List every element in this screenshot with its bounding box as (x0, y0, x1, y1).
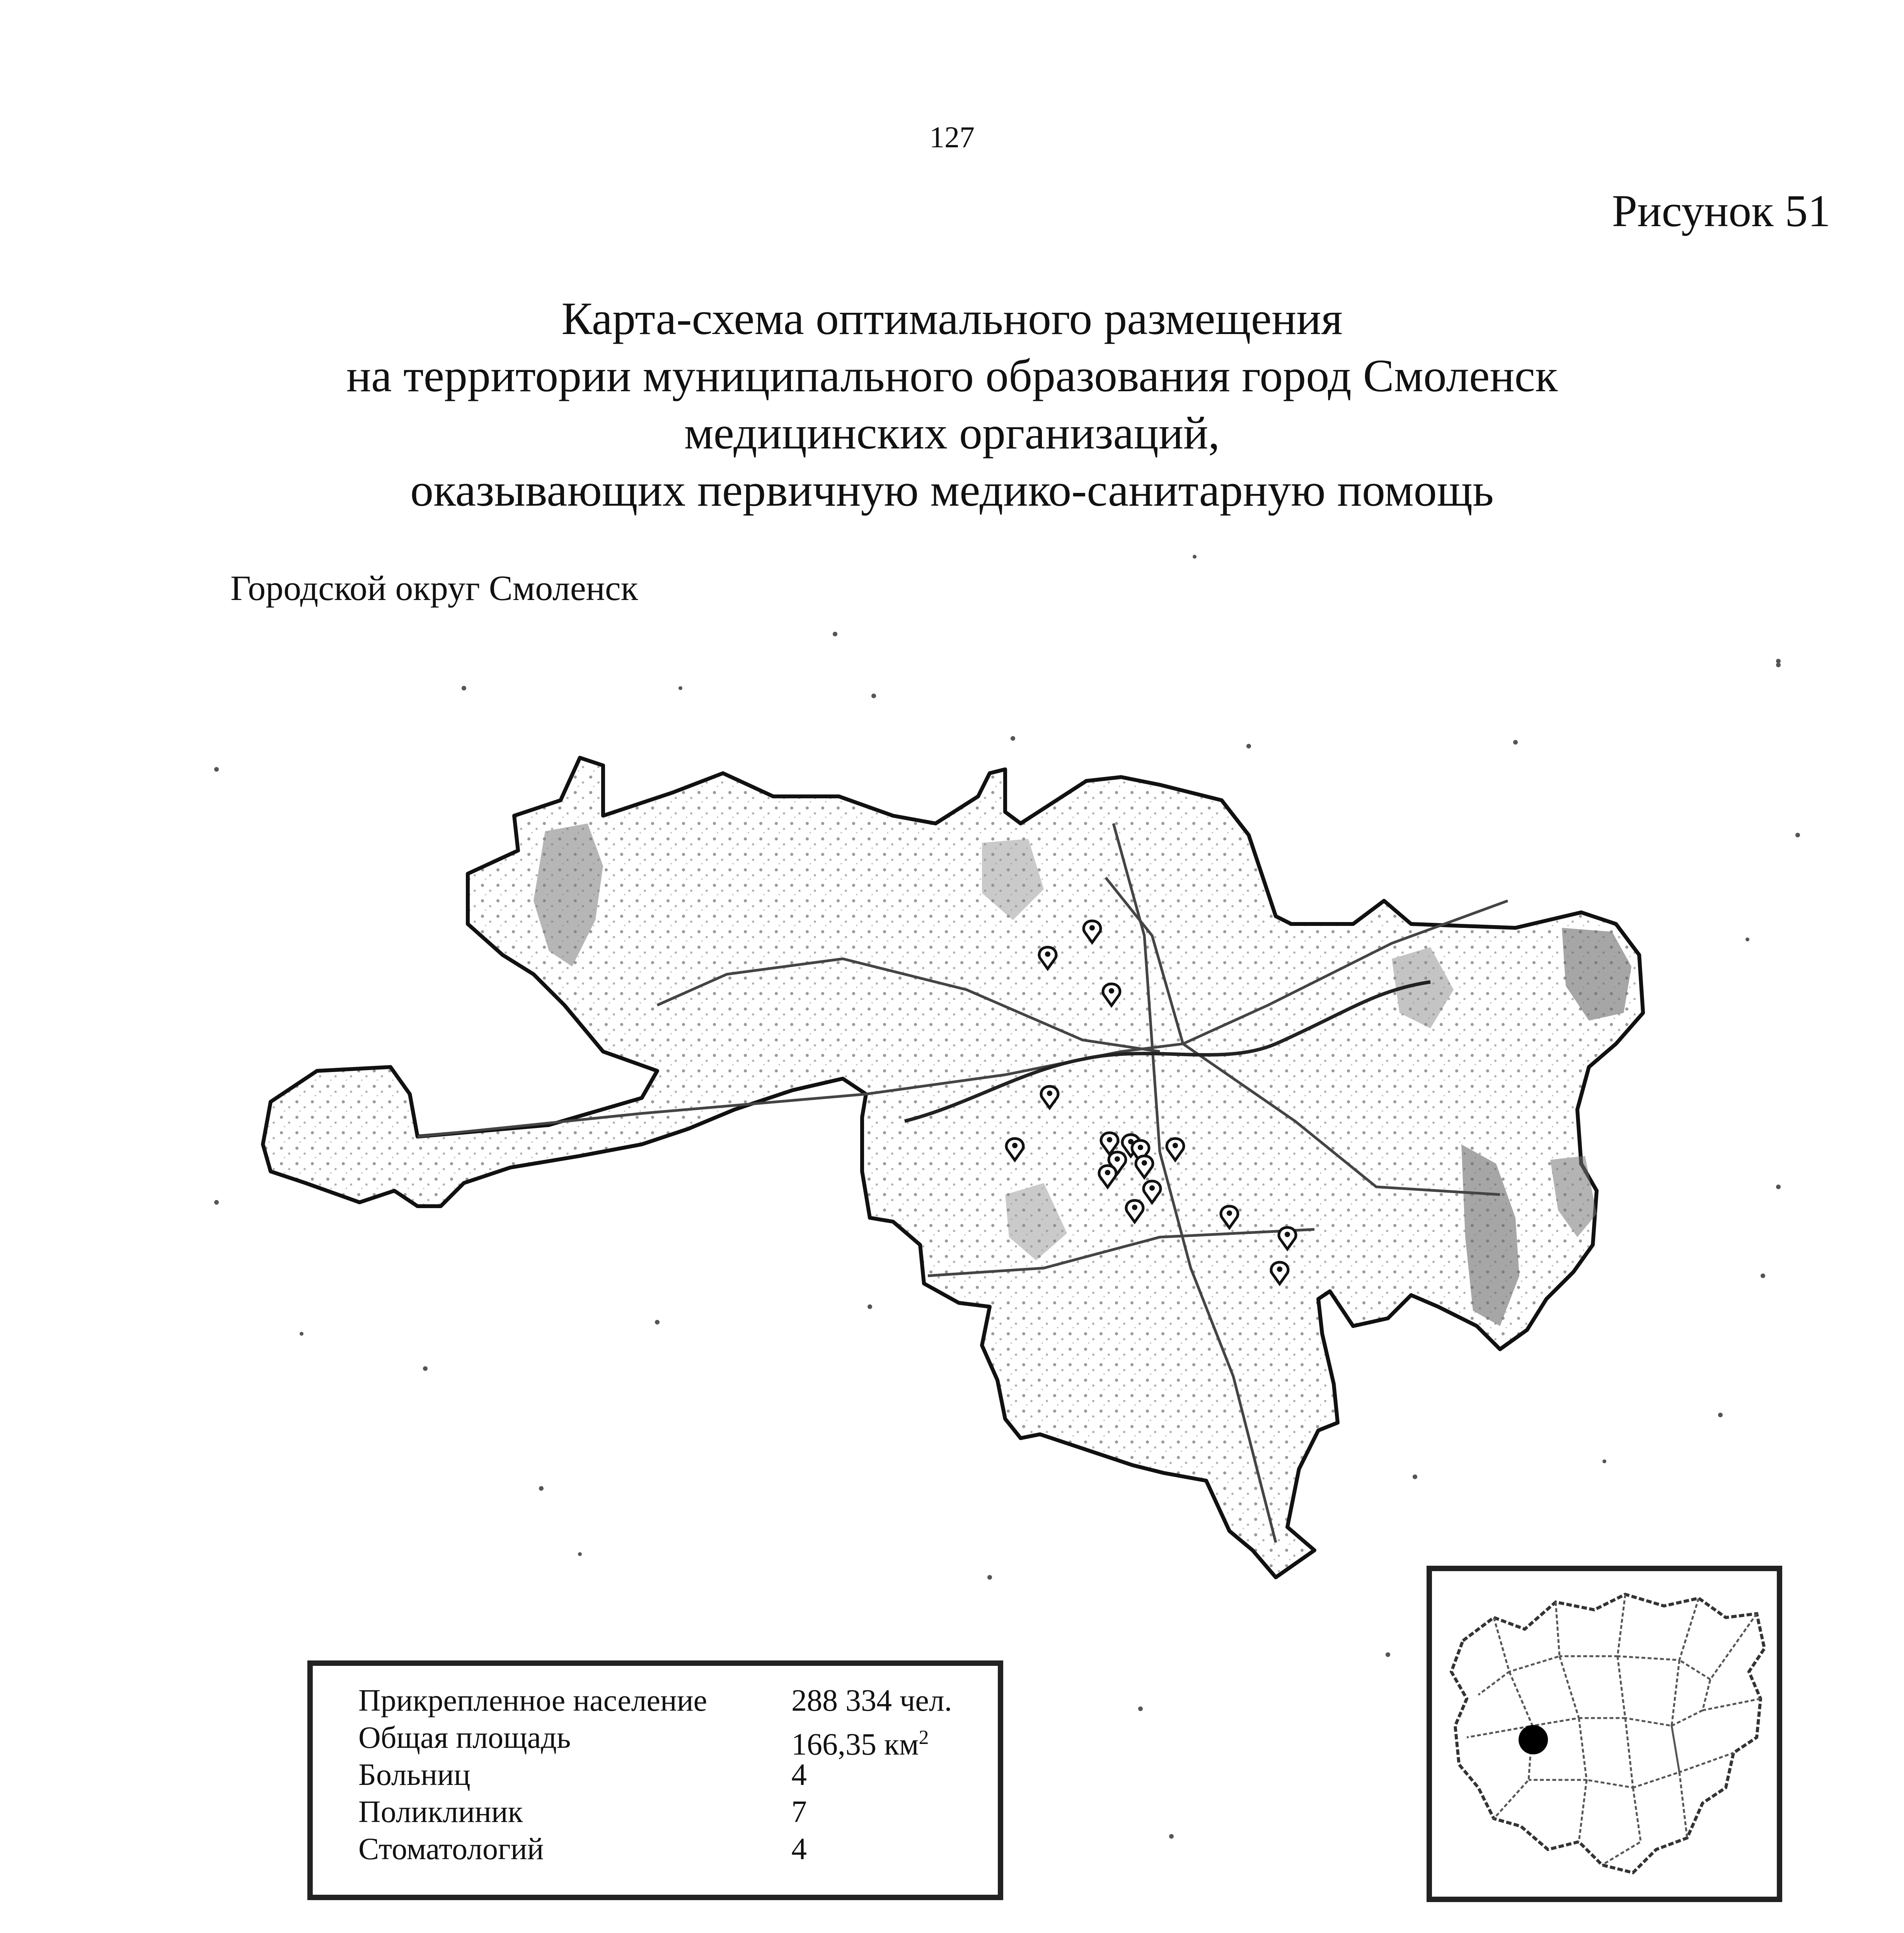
locator-inset-map (1427, 1566, 1782, 1902)
legend-value: 288 334 чел. (791, 1684, 952, 1718)
legend-value: 4 (791, 1758, 807, 1792)
legend-row-hospitals (358, 1756, 977, 1794)
map-title-line-2: на территории муниципального образования город Смоленск (346, 350, 1558, 401)
legend-value-superscript: 2 (919, 1727, 929, 1749)
legend-label: Стоматологий (358, 1832, 544, 1866)
legend-label: Прикрепленное население (358, 1684, 707, 1718)
legend-label: Общая площадь (358, 1721, 571, 1755)
region-outline-map (1432, 1571, 1777, 1897)
map-title-line-3: медицинских организаций, (684, 407, 1220, 459)
legend-row-area (358, 1718, 977, 1762)
legend-row-polyclinics (358, 1793, 977, 1831)
figure-label: Рисунок 51 (1612, 186, 1831, 236)
legend-row-dental (358, 1830, 977, 1868)
legend-value: 4 (791, 1832, 807, 1866)
legend-value: 7 (791, 1795, 807, 1829)
city-boundary (263, 758, 1643, 1577)
legend-value: 166,35 км (791, 1727, 919, 1762)
location-marker-icon (1519, 1725, 1548, 1754)
map-title-line-1: Карта-схема оптимального размещения (561, 293, 1343, 344)
area-label: Городской округ Смоленск (230, 568, 638, 608)
legend-label: Поликлиник (358, 1795, 523, 1829)
legend (307, 1660, 1003, 1900)
legend-label: Больниц (358, 1758, 470, 1792)
legend-row-population (358, 1681, 977, 1720)
page-number: 127 (929, 120, 975, 154)
map-title-line-4: оказывающих первичную медико-санитарную помощь (410, 464, 1494, 516)
